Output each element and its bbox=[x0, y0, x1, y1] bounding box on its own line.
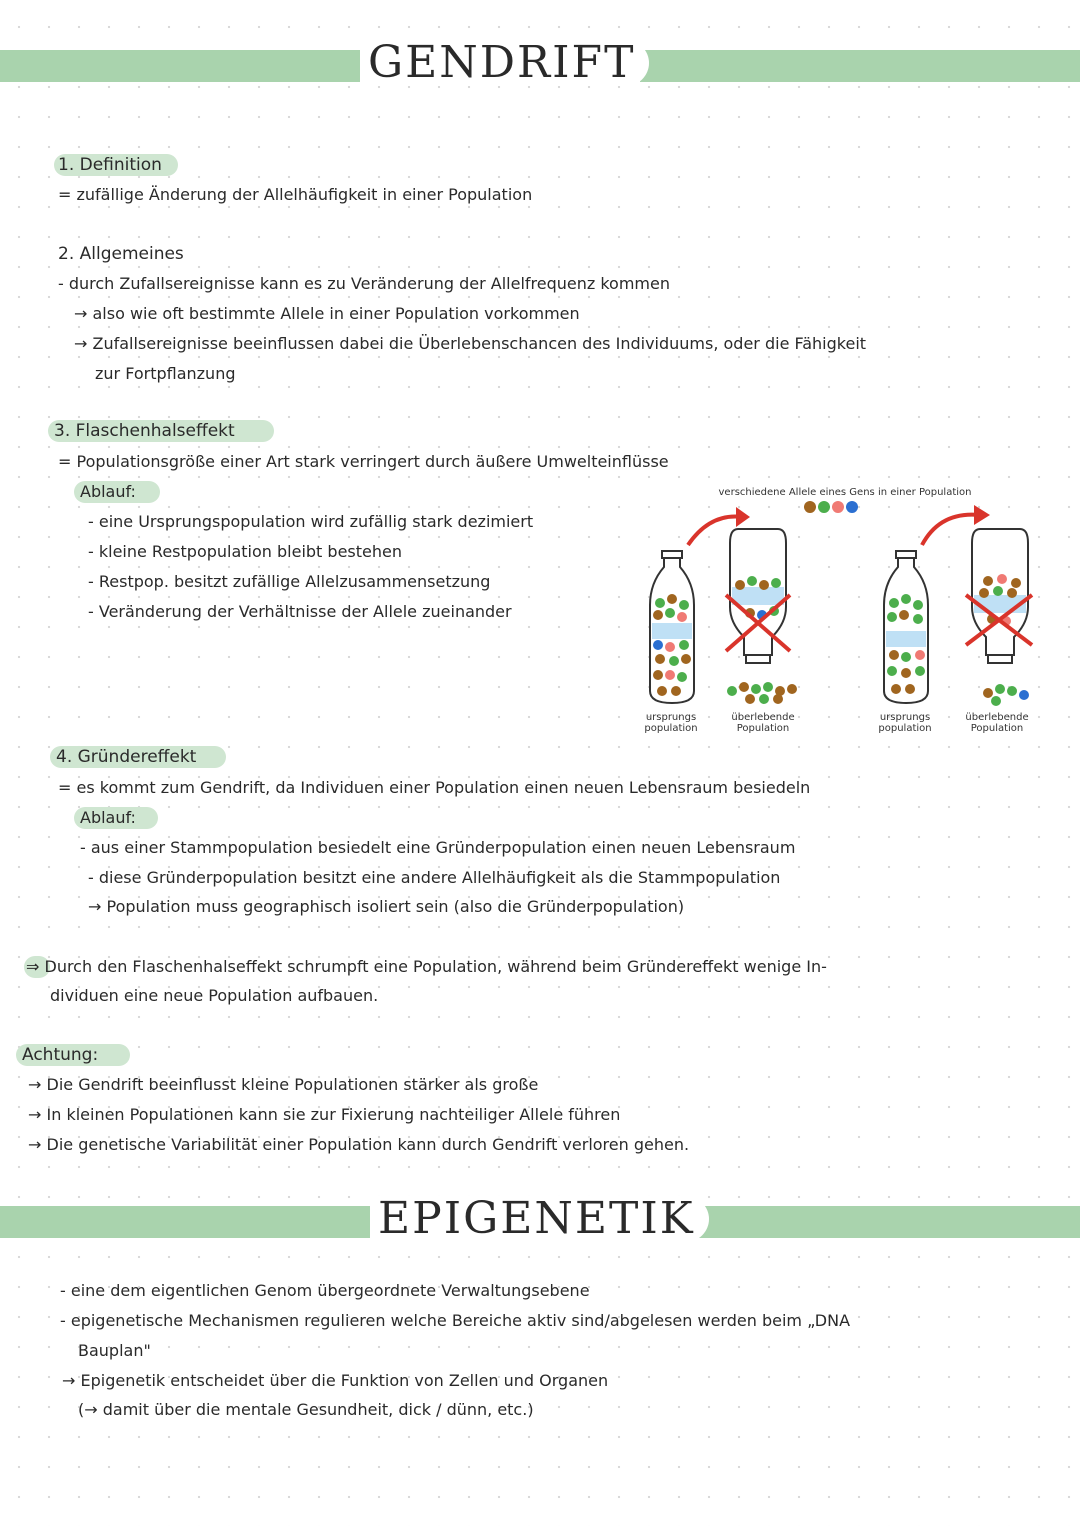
summary-line1: ⇒ Durch den Flaschenhalseffekt schrumpft eine Population, während beim Gründereffekt wenige In- bbox=[26, 957, 827, 976]
gruender-heading: 4. Gründereffekt bbox=[56, 747, 197, 767]
summary-line2: dividuen eine neue Population aufbauen. bbox=[50, 986, 379, 1005]
achtung-item: → Die Gendrift beeinflusst kleine Populationen stärker als große bbox=[28, 1075, 539, 1094]
achtung-item: → Die genetische Variabilität einer Population kann durch Gendrift verloren gehen. bbox=[28, 1135, 690, 1154]
flaschenhals-heading: 3. Flaschenhalseffekt bbox=[54, 421, 235, 441]
bottleneck-diagram bbox=[640, 495, 1060, 710]
gruender-text: = es kommt zum Gendrift, da Individuen einer Population einen neuen Lebensraum besiedeln bbox=[58, 778, 811, 797]
gruender-ablauf-label: Ablauf: bbox=[80, 808, 136, 827]
legend-dot-red bbox=[832, 501, 844, 513]
arrow-head-icon bbox=[736, 507, 750, 527]
bottle-survivor-2 bbox=[966, 529, 1032, 706]
flaschenhals-ablauf-label: Ablauf: bbox=[80, 482, 136, 501]
allgemeines-line2: → also wie oft bestimmte Allele in einer Population vorkommen bbox=[74, 304, 580, 323]
title-band-left bbox=[0, 50, 370, 82]
arrow-head-icon bbox=[974, 505, 990, 525]
flaschenhals-text: = Populationsgröße einer Art stark verringert durch äußere Umwelteinflüsse bbox=[58, 452, 669, 471]
allgemeines-line4: zur Fortpflanzung bbox=[95, 364, 236, 383]
bottle-origin-1 bbox=[650, 551, 694, 703]
allgemeines-line3: → Zufallsereignisse beeinflussen dabei die Überlebenschancen des Individuums, oder die Fähigkeit bbox=[74, 334, 867, 353]
label-origin-1: ursprungs population bbox=[644, 712, 698, 734]
legend-dot-green bbox=[818, 501, 830, 513]
gruender-step: → Population muss geographisch isoliert sein (also die Gründerpopulation) bbox=[88, 897, 685, 916]
epi-line: → Epigenetik entscheidet über die Funktion von Zellen und Organen bbox=[62, 1371, 609, 1390]
legend-dot-blue bbox=[846, 501, 858, 513]
definition-heading: 1. Definition bbox=[58, 155, 162, 175]
page-title: GENDRIFT bbox=[360, 40, 649, 86]
title-band-right bbox=[640, 50, 1080, 82]
epi-line: (→ damit über die mentale Gesundheit, dick / dünn, etc.) bbox=[78, 1400, 534, 1419]
label-survivor-1: überlebende Population bbox=[731, 712, 795, 734]
flaschenhals-step: - Veränderung der Verhältnisse der Allele zueinander bbox=[88, 602, 512, 621]
epi-band-left bbox=[0, 1206, 380, 1238]
epi-line: - epigenetische Mechanismen regulieren welche Bereiche aktiv sind/abgelesen werden beim „DNA bbox=[60, 1311, 851, 1330]
allgemeines-heading: 2. Allgemeines bbox=[58, 244, 184, 264]
epi-line: Bauplan" bbox=[78, 1341, 151, 1360]
epi-line: - eine dem eigentlichen Genom übergeordnete Verwaltungsebene bbox=[60, 1281, 590, 1300]
bottle-survivor-1 bbox=[726, 529, 797, 704]
allgemeines-line1: - durch Zufallsereignisse kann es zu Veränderung der Allelfrequenz kommen bbox=[58, 274, 670, 293]
gruender-step: - diese Gründerpopulation besitzt eine andere Allelhäufigkeit als die Stammpopulation bbox=[88, 868, 781, 887]
gruender-step: - aus einer Stammpopulation besiedelt eine Gründerpopulation einen neuen Lebensraum bbox=[80, 838, 796, 857]
legend-dot-brown bbox=[804, 501, 816, 513]
flaschenhals-step: - eine Ursprungspopulation wird zufällig stark dezimiert bbox=[88, 512, 534, 531]
label-origin-2: ursprungs population bbox=[878, 712, 932, 734]
achtung-item: → In kleinen Populationen kann sie zur Fixierung nachteiliger Allele führen bbox=[28, 1105, 621, 1124]
bottle-origin-2 bbox=[884, 551, 928, 703]
definition-text: = zufällige Änderung der Allelhäufigkeit in einer Population bbox=[58, 185, 533, 204]
achtung-label: Achtung: bbox=[22, 1045, 99, 1065]
flaschenhals-step: - Restpop. besitzt zufällige Allelzusammensetzung bbox=[88, 572, 491, 591]
section-title-epigenetik: EPIGENETIK bbox=[370, 1196, 709, 1242]
epi-band-right bbox=[690, 1206, 1080, 1238]
flaschenhals-step: - kleine Restpopulation bleibt bestehen bbox=[88, 542, 402, 561]
diagram-legend: verschiedene Allele eines Gens in einer Population bbox=[718, 487, 972, 498]
label-survivor-2: überlebende Population bbox=[965, 712, 1029, 734]
